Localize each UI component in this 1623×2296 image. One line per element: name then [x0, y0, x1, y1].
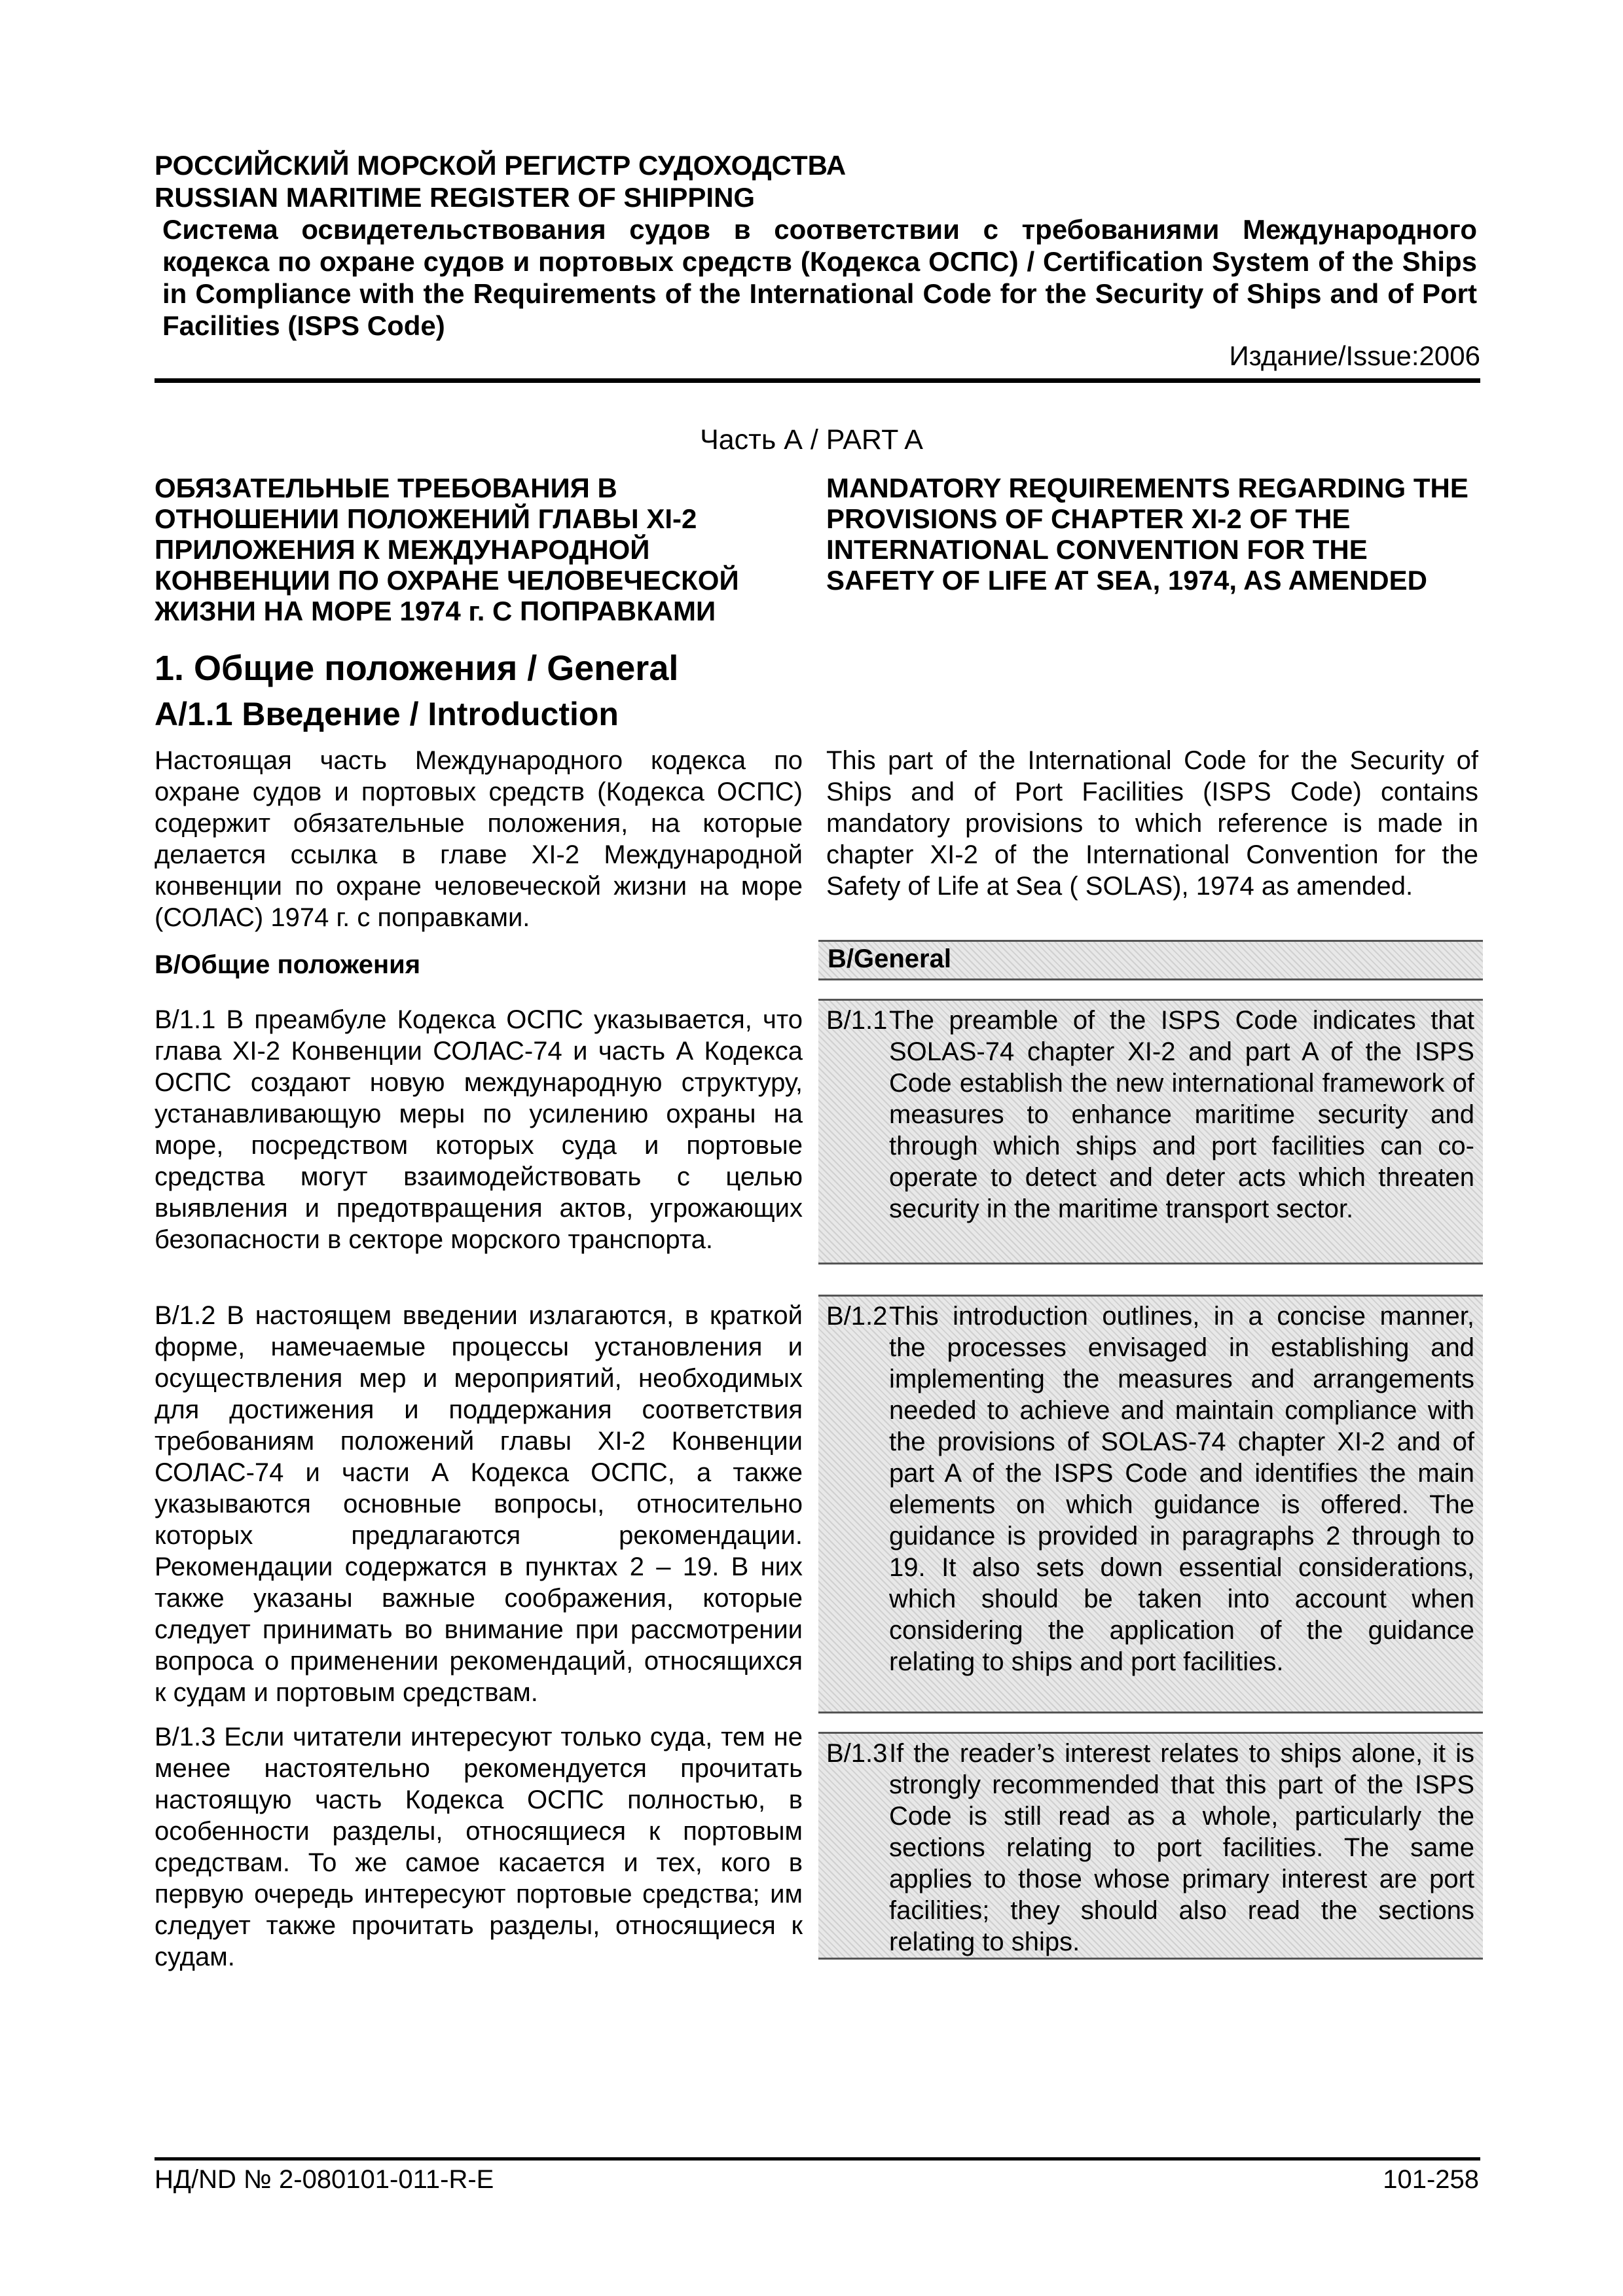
document-number: НД/ND № 2-080101-011-R-E — [155, 2165, 494, 2194]
org-name-en: RUSSIAN MARITIME REGISTER OF SHIPPING — [155, 182, 756, 213]
right-heading: MANDATORY REQUIREMENTS REGARDING THE PROVISIONS OF CHAPTER XI-2 OF THE INTERNATIONAL CONVENTION FOR THE SAFETY OF LIFE AT SEA, 1974, AS AMENDED — [826, 473, 1468, 596]
part-title: Часть А / PART A — [700, 424, 923, 456]
left-b13: B/1.3 Если читатели интересуют только суда, тем не менее настоятельно рекомендуется прочитать настоящую часть Кодекса ОСПС полностью, в особенности разделы, относящиеся к портовым средствам. То же самое касается и тех, кого в первую очередь интересуют портовые средства; им следует также прочитать разделы, относящиеся к судам. — [155, 1723, 803, 1971]
issue-label: Издание/Issue:2006 — [1229, 340, 1480, 371]
right-b11-box — [818, 999, 1483, 1265]
right-b11: The preamble of the ISPS Code indicates that SOLAS-74 chapter XI-2 and part A of the ISPS Code establish the new international framework of measures to enhance maritime security and through which ships and port facilities can co-operate to detect and deter acts which threaten security in the maritime transport sector. — [889, 1006, 1474, 1223]
right-intro: This part of the International Code for the Security of Ships and of Port Facilities (ISPS Code) contains mandatory provisions to which reference is made in chapter XI-2 of the International Convention for the Safety of Life at Sea ( SOLAS), 1974 as amended. — [826, 746, 1478, 901]
page-number: 101-258 — [1383, 2165, 1479, 2194]
subsection-heading: A/1.1 Введение / Introduction — [155, 696, 619, 732]
org-name-ru: РОССИЙСКИЙ МОРСКОЙ РЕГИСТР СУДОХОДСТВА — [155, 150, 847, 181]
left-heading: ОБЯЗАТЕЛЬНЫЕ ТРЕБОВАНИЯ В ОТНОШЕНИИ ПОЛОЖЕНИЙ ГЛАВЫ XI-2 ПРИЛОЖЕНИЯ К МЕЖДУНАРОДНОЙ КОНВЕНЦИИ ПО ОХРАНЕ ЧЕЛОВЕЧЕСКОЙ ЖИЗНИ НА МОРЕ 1974 г. С ПОПРАВКАМИ — [155, 473, 739, 626]
header-rule — [155, 378, 1480, 383]
footer-rule — [155, 2157, 1480, 2161]
section-heading: 1. Общие положения / General — [155, 649, 679, 688]
document-header — [155, 149, 1477, 342]
left-b12: B/1.2 В настоящем введении излагаются, в краткой форме, намечаемые процессы установления и осуществления мер и мероприятий, необходимых для достижения и поддержания соответствия требованиям положений главы XI-2 Конвенции СОЛАС-74 и части А Кодекса ОСПС, а также указываются основные вопросы, относительно которых предлагаются рекомендации. Рекомендации содержатся в пунктах 2 – 19. В них также указаны важные соображения, которые следует принимать во внимание при рассмотрении вопроса о применении рекомендаций, относящихся к судам и портовым средствам. — [155, 1301, 803, 1707]
left-b11: B/1.1 В преамбуле Кодекса ОСПС указывается, что глава XI-2 Конвенции СОЛАС-74 и часть А Кодекса ОСПС создают новую международную структуру, устанавливающую меры по усилению охраны на море, посредством которых суда и портовые средства могут взаимодействовать с целью выявления и предотвращения актов, угрожающих безопасности в секторе морского транспорта. — [155, 1005, 803, 1254]
right-b13: If the reader’s interest relates to ships alone, it is strongly recommended that this part of the ISPS Code is still read as a whole, particularly the sections relating to port facilities. The same applies to those whose primary interest are port facilities; they should also read the sections relating to ships. — [889, 1739, 1474, 1956]
system-title: Система освидетельствования судов в соответствии с требованиями Международного кодекса по охране судов и портовых средств (Кодекса ОСПС) / Certification System of the Ships in Compliance with the Requirements of the International Code for the Security of Ships and of Port Facilities (ISPS Code) — [162, 214, 1477, 341]
right-b-heading: B/General — [828, 944, 951, 973]
right-b-heading-box — [818, 940, 1483, 980]
right-b12-box — [818, 1295, 1483, 1713]
right-b11-number: B/1.1 — [826, 1006, 888, 1035]
right-b12: This introduction outlines, in a concise manner, the processes envisaged in establishing and implementing the measures and arrangements needed to achieve and maintain compliance with the provisions of SOLAS-74 chapter XI-2 and of part A of the ISPS Code and identifies the main elements on which guidance is offered. The guidance is provided in paragraphs 2 through to 19. It also sets down essential considerations, which should be taken into account when considering the application of the guidance relating to ships and port facilities. — [889, 1302, 1474, 1676]
left-b-heading: B/Общие положения — [155, 950, 421, 979]
right-b13-number: B/1.3 — [826, 1739, 888, 1768]
left-intro: Настоящая часть Международного кодекса по охране судов и портовых средств (Кодекса ОСПС) содержит обязательные положения, на которые делается ссылка в главе XI-2 Международной конвенции по охране человеческой жизни на море (СОЛАС) 1974 г. с поправками. — [155, 746, 803, 932]
right-b12-number: B/1.2 — [826, 1302, 888, 1331]
right-b13-box — [818, 1732, 1483, 1960]
